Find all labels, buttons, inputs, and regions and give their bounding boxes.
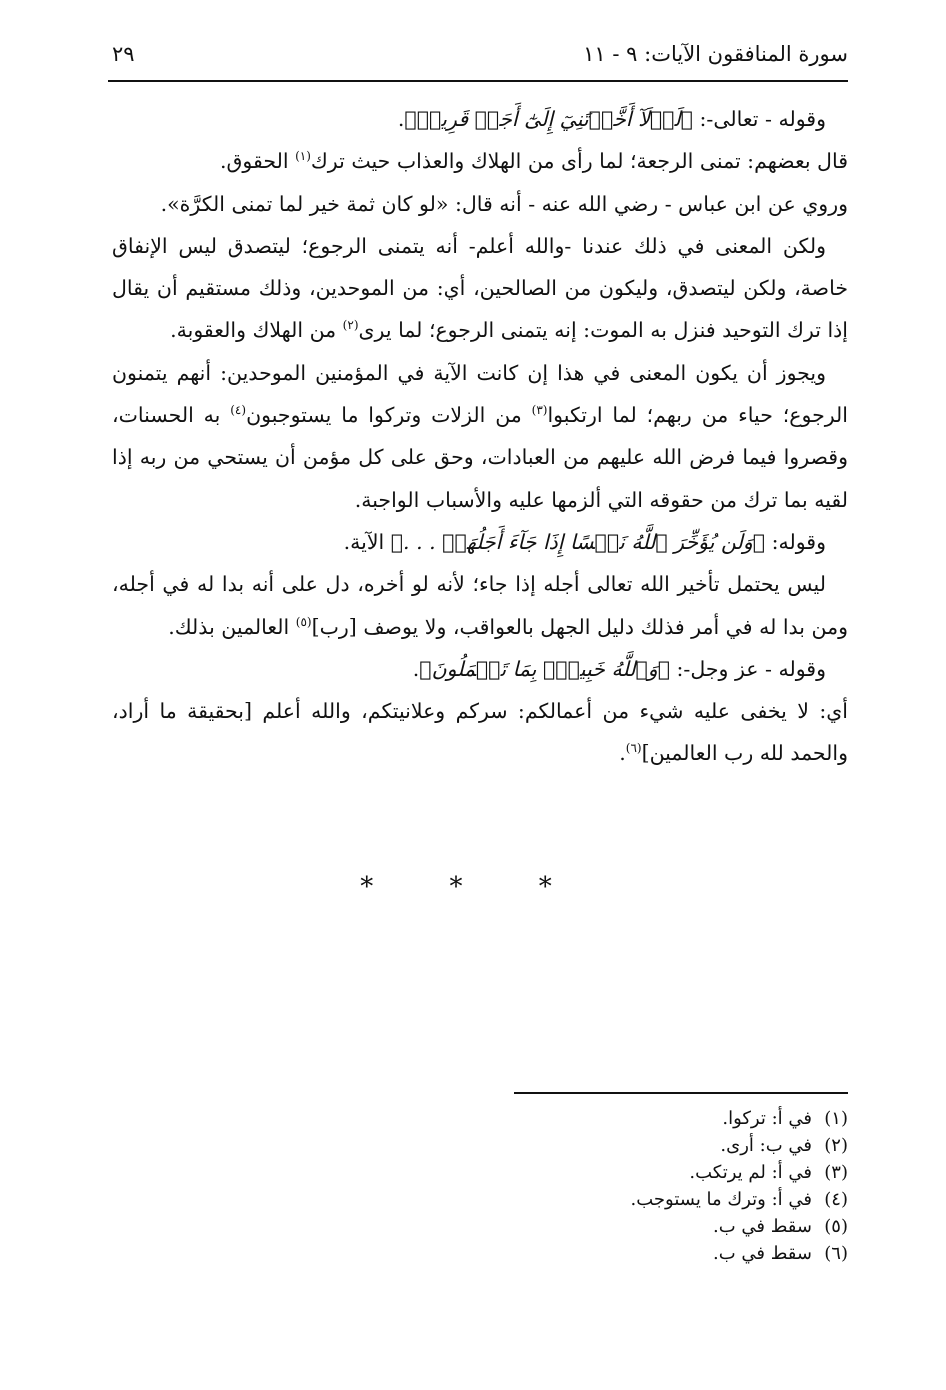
footnote-text: في ب: أرى. [720,1135,812,1156]
section-separator: * * * [360,872,586,902]
footnote-text: سقط في ب. [713,1243,812,1264]
footnote-text: في أ: تركوا. [722,1108,812,1129]
paragraph-5: ويجوز أن يكون المعنى في هذا إن كانت الآية في المؤمنين الموحدين: أنهم يتمنون الرجوع؛ حياء من ربهم؛ لما ارتكبوا$^{(٣)}$ من الزلات وتركوا ما يستوجبون$^{(٤)}$ به الحسنات، وقصروا فيما فرض الله عليهم من العبادات، وحق على كل مؤمن أن يستحي من ربه إذا لقيه بما ترك من حقوقه التي ألزمها عليه والأسباب الواجبة. [112,360,849,512]
footnote-ref-1: (١) [295,149,311,164]
footnote-number: (٢) [824,1135,848,1156]
header-rule [108,80,848,82]
footnote-number: (٥) [824,1216,848,1237]
main-text [112,98,848,775]
page-header [112,38,848,74]
footnote-rule [514,1092,848,1094]
paragraph-6: وقوله: ﴿وَلَن يُؤَخِّرَ ٱللَّهُ نَفۡسًا إِذَا جَآءَ أَجَلُهَاۚ . . .﴾ الآية. [343,529,826,554]
footnote-ref-6: (٦) [625,741,642,756]
paragraph-7: ليس يحتمل تأخير الله تعالى أجله إذا جاء؛ لأنه لو أخره، دل على أنه بدا له في أجله، ومن بدا له في أمر فذلك دليل الجهل بالعواقب، ولا يوصف [رب]$^{(٥)}$ العالمين بذلك. [112,572,848,639]
footnote-ref-3: (٣) [531,403,548,418]
footnote-3 [460,1159,848,1186]
footnote-text: في أ: لم يرتكب. [689,1162,812,1183]
footnote-1 [460,1105,848,1132]
footnote-text: سقط في ب. [713,1216,812,1237]
paragraph-3: وروي عن ابن عباس - رضي الله عنه - أنه قال: «لو كان ثمة خير لما تمنى الكرَّة». [160,191,848,216]
paragraph-4: ولكن المعنى في ذلك عندنا -والله أعلم- أنه يتمنى الرجوع؛ ليتصدق ليس الإنفاق خاصة، ولكن ليتصدق، وليكون من الصالحين، أي: من الموحدين، وذلك مستقيم أن يقال إذا ترك التوحيد فنزل به الموت: إنه يتمنى الرجوع؛ لما يرى$^{(٢)}$ من الهلاك والعقوبة. [112,233,848,343]
footnote-number: (٣) [824,1162,848,1183]
paragraph-8: وقوله - عز وجل-: ﴿وَٱللَّهُ خَبِيرُۢ بِمَا تَعۡمَلُونَ﴾. [412,656,826,681]
footnote-ref-4: (٤) [230,403,247,418]
footnote-number: (١) [824,1108,848,1129]
footnote-ref-2: (٢) [342,318,359,333]
quran-verse: ﴿وَلَن يُؤَخِّرَ ٱللَّهُ نَفۡسًا إِذَا جَآءَ أَجَلُهَاۚ . . .﴾ [390,529,766,554]
paragraph-2: قال بعضهم: تمنى الرجعة؛ لما رأى من الهلاك والعذاب حيث ترك$^{(١)}$ الحقوق. [219,149,848,174]
footnote-number: (٦) [824,1243,848,1264]
paragraph-9: أي: لا يخفى عليه شيء من أعمالكم: سركم وعلانيتكم، والله أعلم [بحقيقة ما أراد، والحمد لله رب العالمين]$^{(٦)}$. [112,699,848,766]
footnote-4 [460,1186,848,1213]
footnote-number: (٤) [824,1189,848,1210]
paragraph-1: وقوله - تعالى-: ﴿لَوۡلَآ أَخَّرۡتَنِيٓ إِلَىٰٓ أَجَلٖ قَرِيبٖ﴾. [397,107,826,131]
footnotes [460,1105,848,1267]
footnote-ref-5: (٥) [295,614,312,629]
quran-verse: ﴿لَوۡلَآ أَخَّرۡتَنِيٓ إِلَىٰٓ أَجَلٖ قَرِيبٖ﴾ [404,107,693,131]
running-title: سورة المنافقون الآيات: ٩ - ١١ [583,42,848,66]
page-number: ٢٩ [112,42,135,66]
footnote-text: في أ: وترك ما يستوجب. [630,1189,812,1210]
quran-verse: ﴿وَٱللَّهُ خَبِيرُۢ بِمَا تَعۡمَلُونَ﴾ [419,656,670,681]
footnote-2 [460,1132,848,1159]
footnote-6 [460,1240,848,1267]
footnote-5 [460,1213,848,1240]
